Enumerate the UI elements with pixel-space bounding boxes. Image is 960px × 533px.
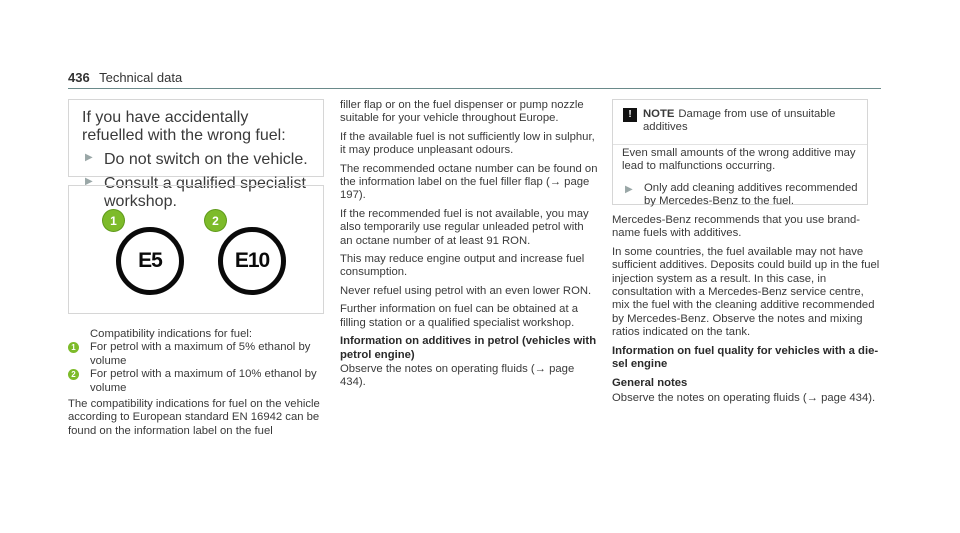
section-heading: Information on additives in petrol (vehicles with petrol engine) xyxy=(340,335,597,361)
bullet-item xyxy=(622,182,860,209)
paragraph: This may reduce engine output and increase fuel consumption. xyxy=(340,253,585,279)
paragraph: Mercedes-Benz recommends that you use brand-name fuels with additives. xyxy=(612,214,861,240)
bullet-text: Do not switch on the vehicle. xyxy=(104,151,308,168)
paragraph: In some countries, the fuel available may not have sufficient additives. Deposits could build up in the fuel injection system as a result. In this case, in consultation with a Mercedes-Benz service centre, mix the fuel with the cleaning additive recommended by Mercedes-Benz. Observe the notes and mixing ratios indicated on the tank. xyxy=(612,245,880,339)
paragraph: The recommended octane number can be found on the information label on the fuel filler flap (→ page 197). xyxy=(340,162,598,202)
list-item-text: For petrol with a maximum of 10% ethanol by volume xyxy=(90,368,317,394)
wrong-fuel-intro: If you have accidentally refuelled with the wrong fuel: xyxy=(82,109,286,144)
list-item-text: For petrol with a maximum of 5% ethanol by volume xyxy=(90,341,311,367)
page-header xyxy=(68,70,182,85)
note-box xyxy=(612,99,868,208)
header-rule xyxy=(68,88,881,89)
page-number: 436 xyxy=(68,70,90,85)
wrong-fuel-box xyxy=(68,99,324,210)
triangle-bullet-icon: ▶ xyxy=(85,152,93,163)
bullet-text: Consult a qualified specialist workshop. xyxy=(104,175,306,210)
bullet-text: Only add cleaning additives recommended by Mercedes-Benz to the fuel. xyxy=(644,181,858,208)
e10-label: E10 xyxy=(218,227,286,295)
triangle-bullet-icon: ▶ xyxy=(625,183,633,195)
paragraph: filler flap or on the fuel dispenser or pump nozzle suitable for your vehicle throughout Europe. xyxy=(340,99,584,125)
note-title-text: Damage from use of unsuitable additives xyxy=(643,108,836,134)
paragraph: If the recommended fuel is not available, you may also temporarily use regular unleaded petrol with an octane number of at least 91 RON. xyxy=(340,207,589,247)
paragraph: Observe the notes on operating fluids (→ page 434). xyxy=(340,362,575,389)
bullet-item xyxy=(82,151,312,169)
number-badge-icon: 2 xyxy=(68,369,79,380)
e5-label: E5 xyxy=(116,227,184,295)
paragraph: Further information on fuel can be obtained at a filling station or a qualified specialist workshop. xyxy=(340,303,579,329)
column-2 xyxy=(340,99,598,395)
compatibility-paragraph: The compatibility indications for fuel on the vehicle according to European standard EN 16942 can be found on the information label on the fuel xyxy=(68,398,320,437)
paragraph: If the available fuel is not sufficiently low in sulphur, it may produce unpleasant odours. xyxy=(340,130,595,157)
section-heading: Information on fuel quality for vehicles with a diesel engine xyxy=(612,344,879,371)
column-3 xyxy=(612,214,882,410)
number-badge-icon: 1 xyxy=(68,342,79,353)
marker-1-icon: 1 xyxy=(103,210,124,231)
subsection-heading: General notes xyxy=(612,377,688,390)
list-item xyxy=(68,368,324,395)
triangle-bullet-icon: ▶ xyxy=(85,176,93,187)
warning-icon: ! xyxy=(623,108,637,122)
note-label: NOTE xyxy=(643,108,675,120)
marker-2-icon: 2 xyxy=(205,210,226,231)
note-body xyxy=(622,147,860,209)
note-title xyxy=(643,108,861,135)
fuel-label-image xyxy=(68,185,324,314)
note-header xyxy=(613,100,867,145)
note-text: Even small amounts of the wrong additive may lead to malfunctions occurring. xyxy=(622,147,856,173)
section-title: Technical data xyxy=(99,70,183,85)
paragraph: Never refuel using petrol with an even lower RON. xyxy=(340,284,592,297)
caption: Compatibility indications for fuel: xyxy=(90,328,252,340)
list-item xyxy=(68,341,324,368)
compatibility-list xyxy=(68,328,324,438)
paragraph: Observe the notes on operating fluids (→ page 434). xyxy=(612,391,876,404)
